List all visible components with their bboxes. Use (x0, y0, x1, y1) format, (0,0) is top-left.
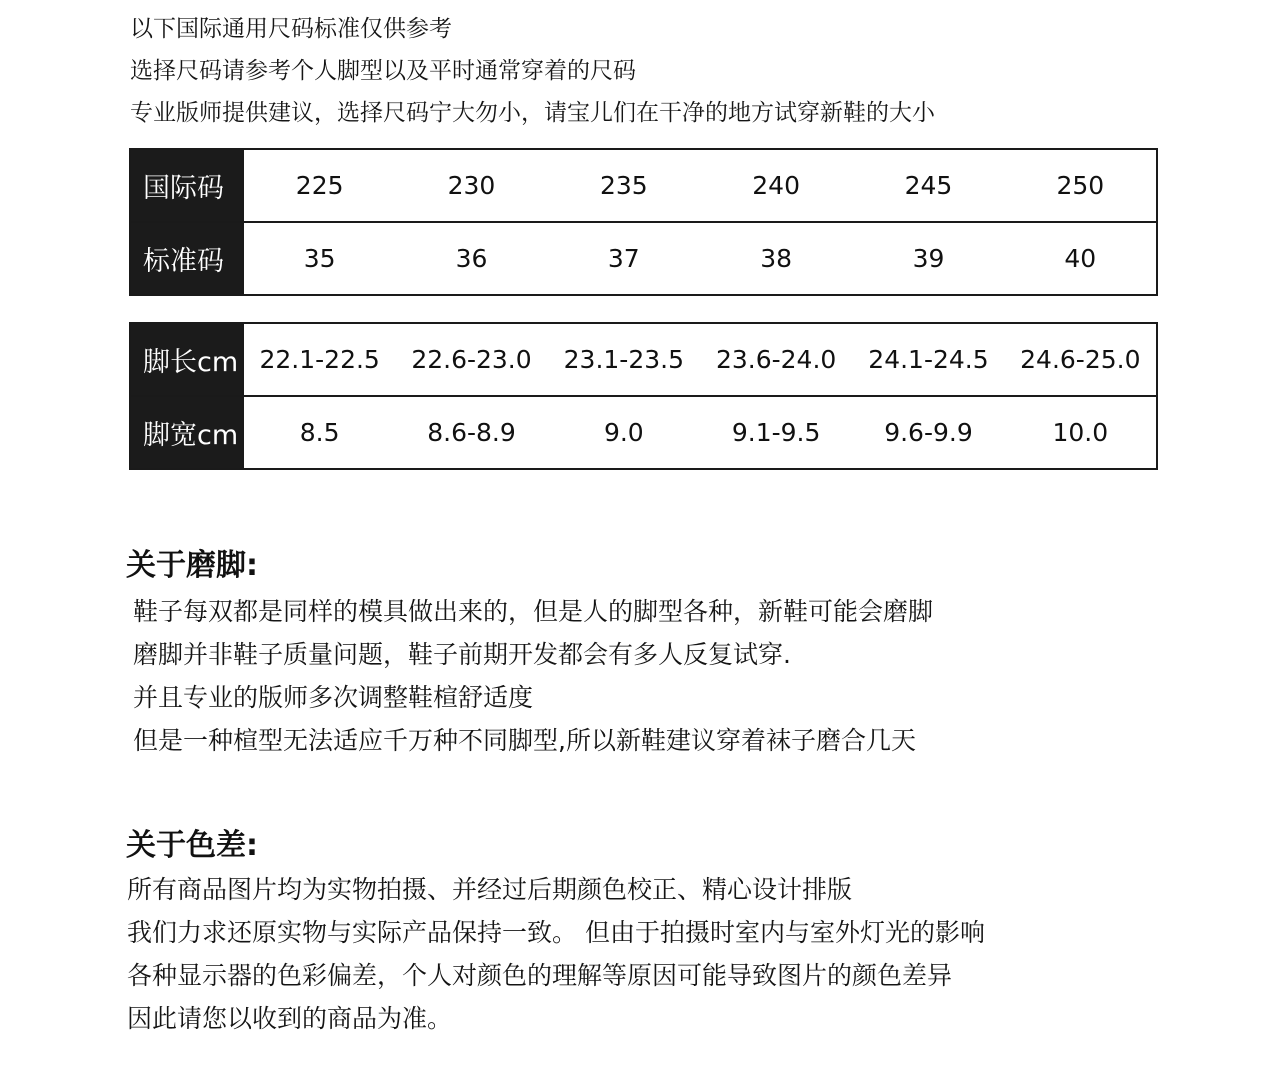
table-cell: 23.6-24.0 (700, 323, 852, 396)
table-cell: 37 (548, 222, 700, 295)
table-cell: 22.1-22.5 (243, 323, 395, 396)
intro-line: 专业版师提供建议，选择尺码宁大勿小，请宝儿们在干净的地方试穿新鞋的大小 (130, 100, 935, 126)
table-cell: 36 (395, 222, 547, 295)
table-row (130, 396, 1157, 469)
color-line: 我们力求还原实物与实际产品保持一致。 但由于拍摄时室内与室外灯光的影响 (127, 918, 985, 947)
table-cell: 40 (1005, 222, 1157, 295)
color-line: 各种显示器的色彩偏差，个人对颜色的理解等原因可能导致图片的颜色差异 (127, 961, 953, 990)
color-line: 因此请您以收到的商品为准。 (127, 1004, 453, 1033)
table-cell: 39 (852, 222, 1004, 295)
wear-section-text (133, 590, 933, 762)
color-section-text (127, 868, 985, 1040)
row-header-foot-width: 脚宽cm (130, 396, 243, 469)
table-cell: 235 (548, 149, 700, 222)
color-section-title: 关于色差: (126, 828, 258, 863)
color-line: 所有商品图片均为实物拍摄、并经过后期颜色校正、精心设计排版 (127, 875, 853, 904)
table-cell: 9.1-9.5 (700, 396, 852, 469)
table-cell: 24.1-24.5 (852, 323, 1004, 396)
table-cell: 22.6-23.0 (395, 323, 547, 396)
table-cell: 35 (243, 222, 395, 295)
row-header-std-size: 标准码 (130, 222, 243, 295)
table-cell: 230 (395, 149, 547, 222)
wear-section-title: 关于磨脚: (126, 548, 258, 583)
intro-line: 选择尺码请参考个人脚型以及平时通常穿着的尺码 (130, 58, 636, 84)
intro-line: 以下国际通用尺码标准仅供参考 (130, 16, 452, 42)
table-cell: 250 (1005, 149, 1157, 222)
table-cell: 240 (700, 149, 852, 222)
size-code-table (129, 148, 1158, 296)
intro-notes (130, 8, 935, 134)
table-cell: 9.0 (548, 396, 700, 469)
table-cell: 8.6-8.9 (395, 396, 547, 469)
row-header-foot-length: 脚长cm (130, 323, 243, 396)
table-row (130, 149, 1157, 222)
table-row (130, 323, 1157, 396)
row-header-intl-size: 国际码 (130, 149, 243, 222)
wear-line: 但是一种楦型无法适应千万种不同脚型,所以新鞋建议穿着袜子磨合几天 (133, 726, 916, 755)
table-cell: 38 (700, 222, 852, 295)
table-cell: 245 (852, 149, 1004, 222)
table-cell: 8.5 (243, 396, 395, 469)
table-row (130, 222, 1157, 295)
table-cell: 225 (243, 149, 395, 222)
wear-line: 鞋子每双都是同样的模具做出来的，但是人的脚型各种，新鞋可能会磨脚 (133, 597, 934, 626)
foot-measure-table (129, 322, 1158, 470)
wear-line: 磨脚并非鞋子质量问题，鞋子前期开发都会有多人反复试穿. (133, 640, 791, 669)
table-cell: 23.1-23.5 (548, 323, 700, 396)
table-cell: 24.6-25.0 (1005, 323, 1157, 396)
table-cell: 9.6-9.9 (852, 396, 1004, 469)
table-cell: 10.0 (1005, 396, 1157, 469)
wear-line: 并且专业的版师多次调整鞋楦舒适度 (133, 683, 534, 712)
